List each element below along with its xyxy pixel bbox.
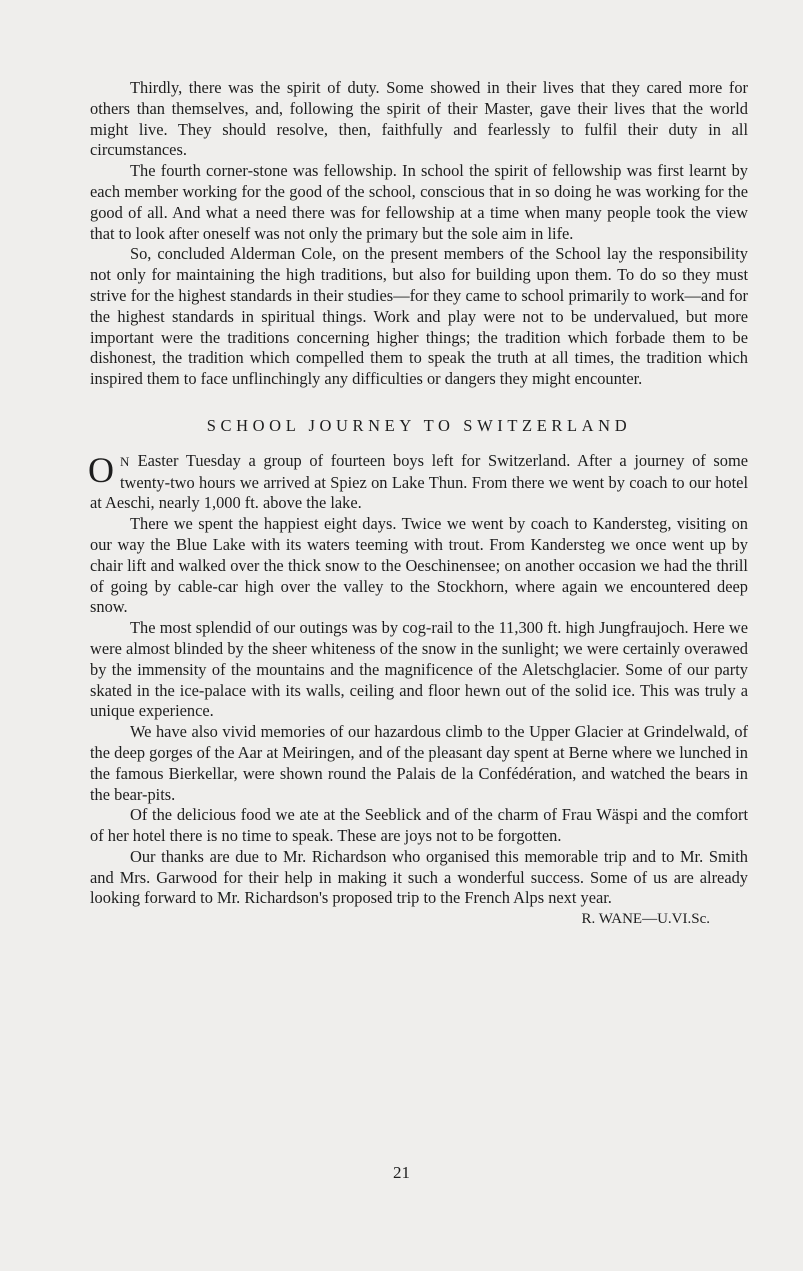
paragraph-jungfraujoch: The most splendid of our outings was by cog-rail to the 11,300 ft. high Jungfraujoch. Here we were almost blinded by the sheer whiteness of the snow in the sunlight; we were certainly overawed by the immensity of the mountains and the magnificence of the Aletschglacier. Some of our party skated in the ice-palace with its walls, ceiling and floor hewn out of the solid ice. This was truly a unique experience. xyxy=(90,618,748,721)
article-heading: SCHOOL JOURNEY TO SWITZERLAND xyxy=(206,415,632,435)
drop-cap: O xyxy=(88,449,114,490)
article-lead-paragraph xyxy=(90,451,748,514)
page-number: 21 xyxy=(393,1163,410,1182)
paragraph-thanks: Our thanks are due to Mr. Richardson who organised this memorable trip and to Mr. Smith and Mrs. Garwood for their help in making it such a wonderful success. Some of us are already looking forward to Mr. Richardson's proposed trip to the French Alps next year. xyxy=(90,846,748,908)
paragraph-seeblick: Of the delicious food we ate at the Seeblick and of the charm of Frau Wäspi and the comfort of her hotel there is no time to speak. These are joys not to be forgotten. xyxy=(90,805,748,846)
lead-small-cap: N xyxy=(120,453,130,469)
author-signature: R. WANE—U.VI.Sc. xyxy=(581,911,710,928)
paragraph-duty: Thirdly, there was the spirit of duty. Some showed in their lives that they cared more for others than themselves, and, following the spirit of their Master, gave their lives that the world might live. They should resolve, then, faithfully and fearlessly to fulfil their duty in all circumstances. xyxy=(90,78,748,160)
paragraph-kandersteg: There we spent the happiest eight days. Twice we went by coach to Kandersteg, visiting on our way the Blue Lake with its waters teeming with trout. From Kandersteg we once went up by chair lift and walked over the thick snow to the Oeschinensee; on another occasion we had the thrill of going by cable-car high over the valley to the Stockhorn, where again we encountered deep snow. xyxy=(90,514,748,617)
page-content xyxy=(90,78,748,930)
lead-text: Easter Tuesday a group of fourteen boys left for Switzerland. After a journey of some twenty-two hours we arrived at Spiez on Lake Thun. From there we went by coach to our hotel at Aeschi, nearly 1,000 ft. above the lake. xyxy=(90,450,748,513)
paragraph-conclusion: So, concluded Alderman Cole, on the present members of the School lay the responsibility not only for maintaining the high traditions, but also for building upon them. To do so they must strive for the highest standards in their studies—for they came to school primarily to work—and for the highest standards in spiritual things. Work and play were not to be undervalued, but more important were the traditions concerning higher things; the tradition which forbade them to be dishonest, the tradition which compelled them to speak the truth at all times, the tradition which inspired them to face unflinchingly any difficulties or dangers they might encounter. xyxy=(90,244,748,389)
paragraph-fellowship: The fourth corner-stone was fellowship. In school the spirit of fellowship was first learnt by each member working for the good of the school, conscious that in so doing he was working for the good of all. And what a need there was for fellowship at a time when many people took the view that to look after oneself was not only the primary but the sole aim in life. xyxy=(90,161,748,243)
paragraph-grindelwald: We have also vivid memories of our hazardous climb to the Upper Glacier at Grindelwald, of the deep gorges of the Aar at Meiringen, and of the pleasant day spent at Berne where we lunched in the famous Bierkellar, were shown round the Palais de la Confédération, and watched the bears in the bear-pits. xyxy=(90,722,748,804)
